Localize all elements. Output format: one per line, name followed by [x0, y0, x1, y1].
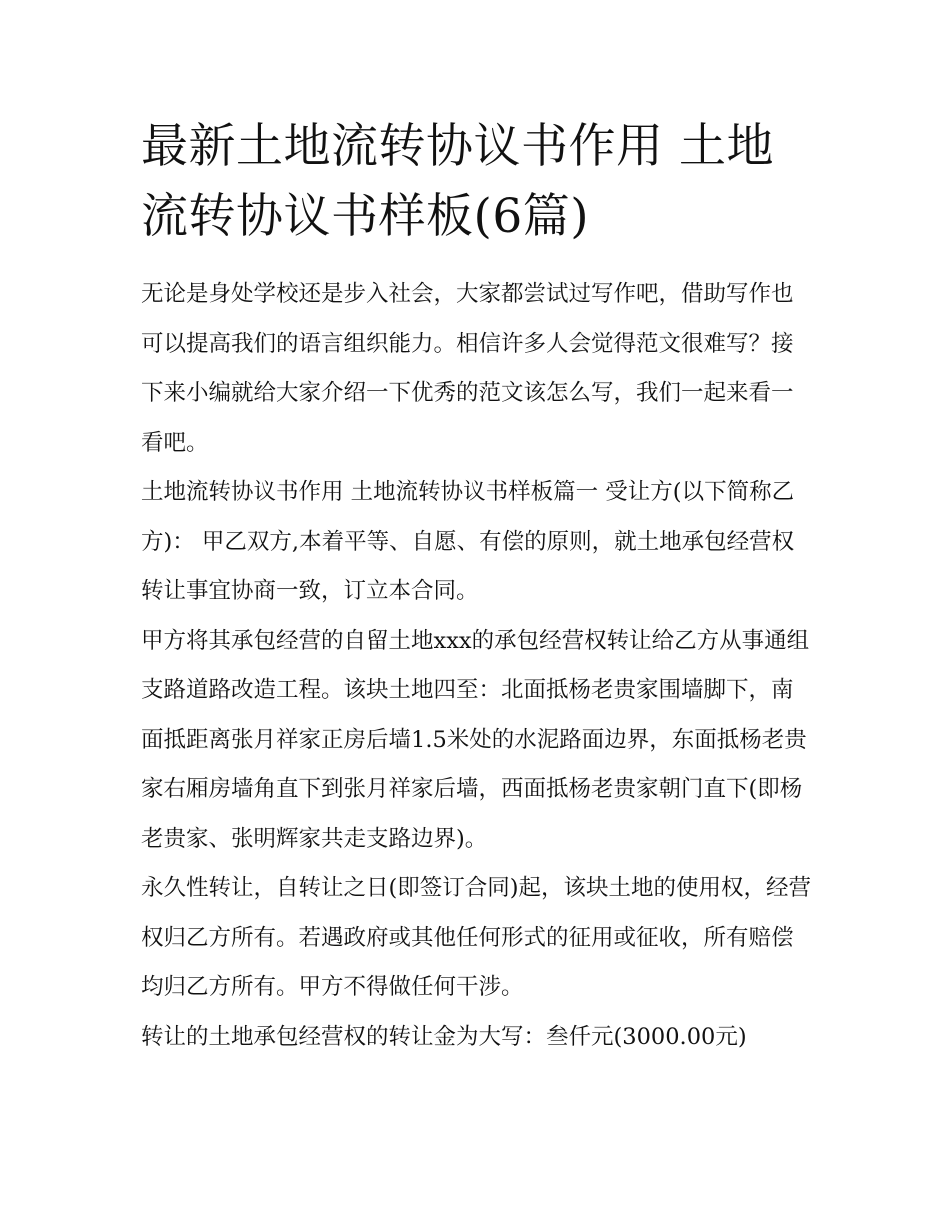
document-title: 最新土地流转协议书作用 土地流转协议书样板(6篇): [141, 119, 774, 244]
paragraph-list: [141, 270, 813, 1062]
paragraph-agreement-opening: 土地流转协议书作用 土地流转协议书样板篇一 受让方(以下简称乙方)： 甲乙双方,本着平等、自愿、有偿的原则，就土地承包经营权转让事宜协商一致，订立本合同。: [141, 479, 795, 604]
paragraph-land-boundaries: 甲方将其承包经营的自留土地xxx的承包经营权转让给乙方从事通组支路道路改造工程。该块土地四至：北面抵杨老贵家围墙脚下，南面抵距离张月祥家正房后墙1.5米处的水泥路面边界，东面抵杨老贵家右厢房墙角直下到张月祥家后墙，西面抵杨老贵家朝门直下(即杨老贵家、张明辉家共走支路边界)。: [141, 627, 810, 852]
document-body: [141, 112, 813, 1062]
paragraph-transfer-term: 永久性转让，自转让之日(即签订合同)起，该块土地的使用权，经营权归乙方所有。若遇政府或其他任何形式的征用或征收，所有赔偿均归乙方所有。甲方不得做任何干涉。: [141, 875, 812, 1000]
paragraph-transfer-price: 转让的土地承包经营权的转让金为大写：叁仟元(3000.00元): [141, 1023, 747, 1050]
paragraph-intro: 无论是身处学校还是步入社会，大家都尝试过写作吧，借助写作也可以提高我们的语言组织能力。相信许多人会觉得范文很难写？接下来小编就给大家介绍一下优秀的范文该怎么写，我们一起来看一看吧。: [141, 281, 794, 456]
